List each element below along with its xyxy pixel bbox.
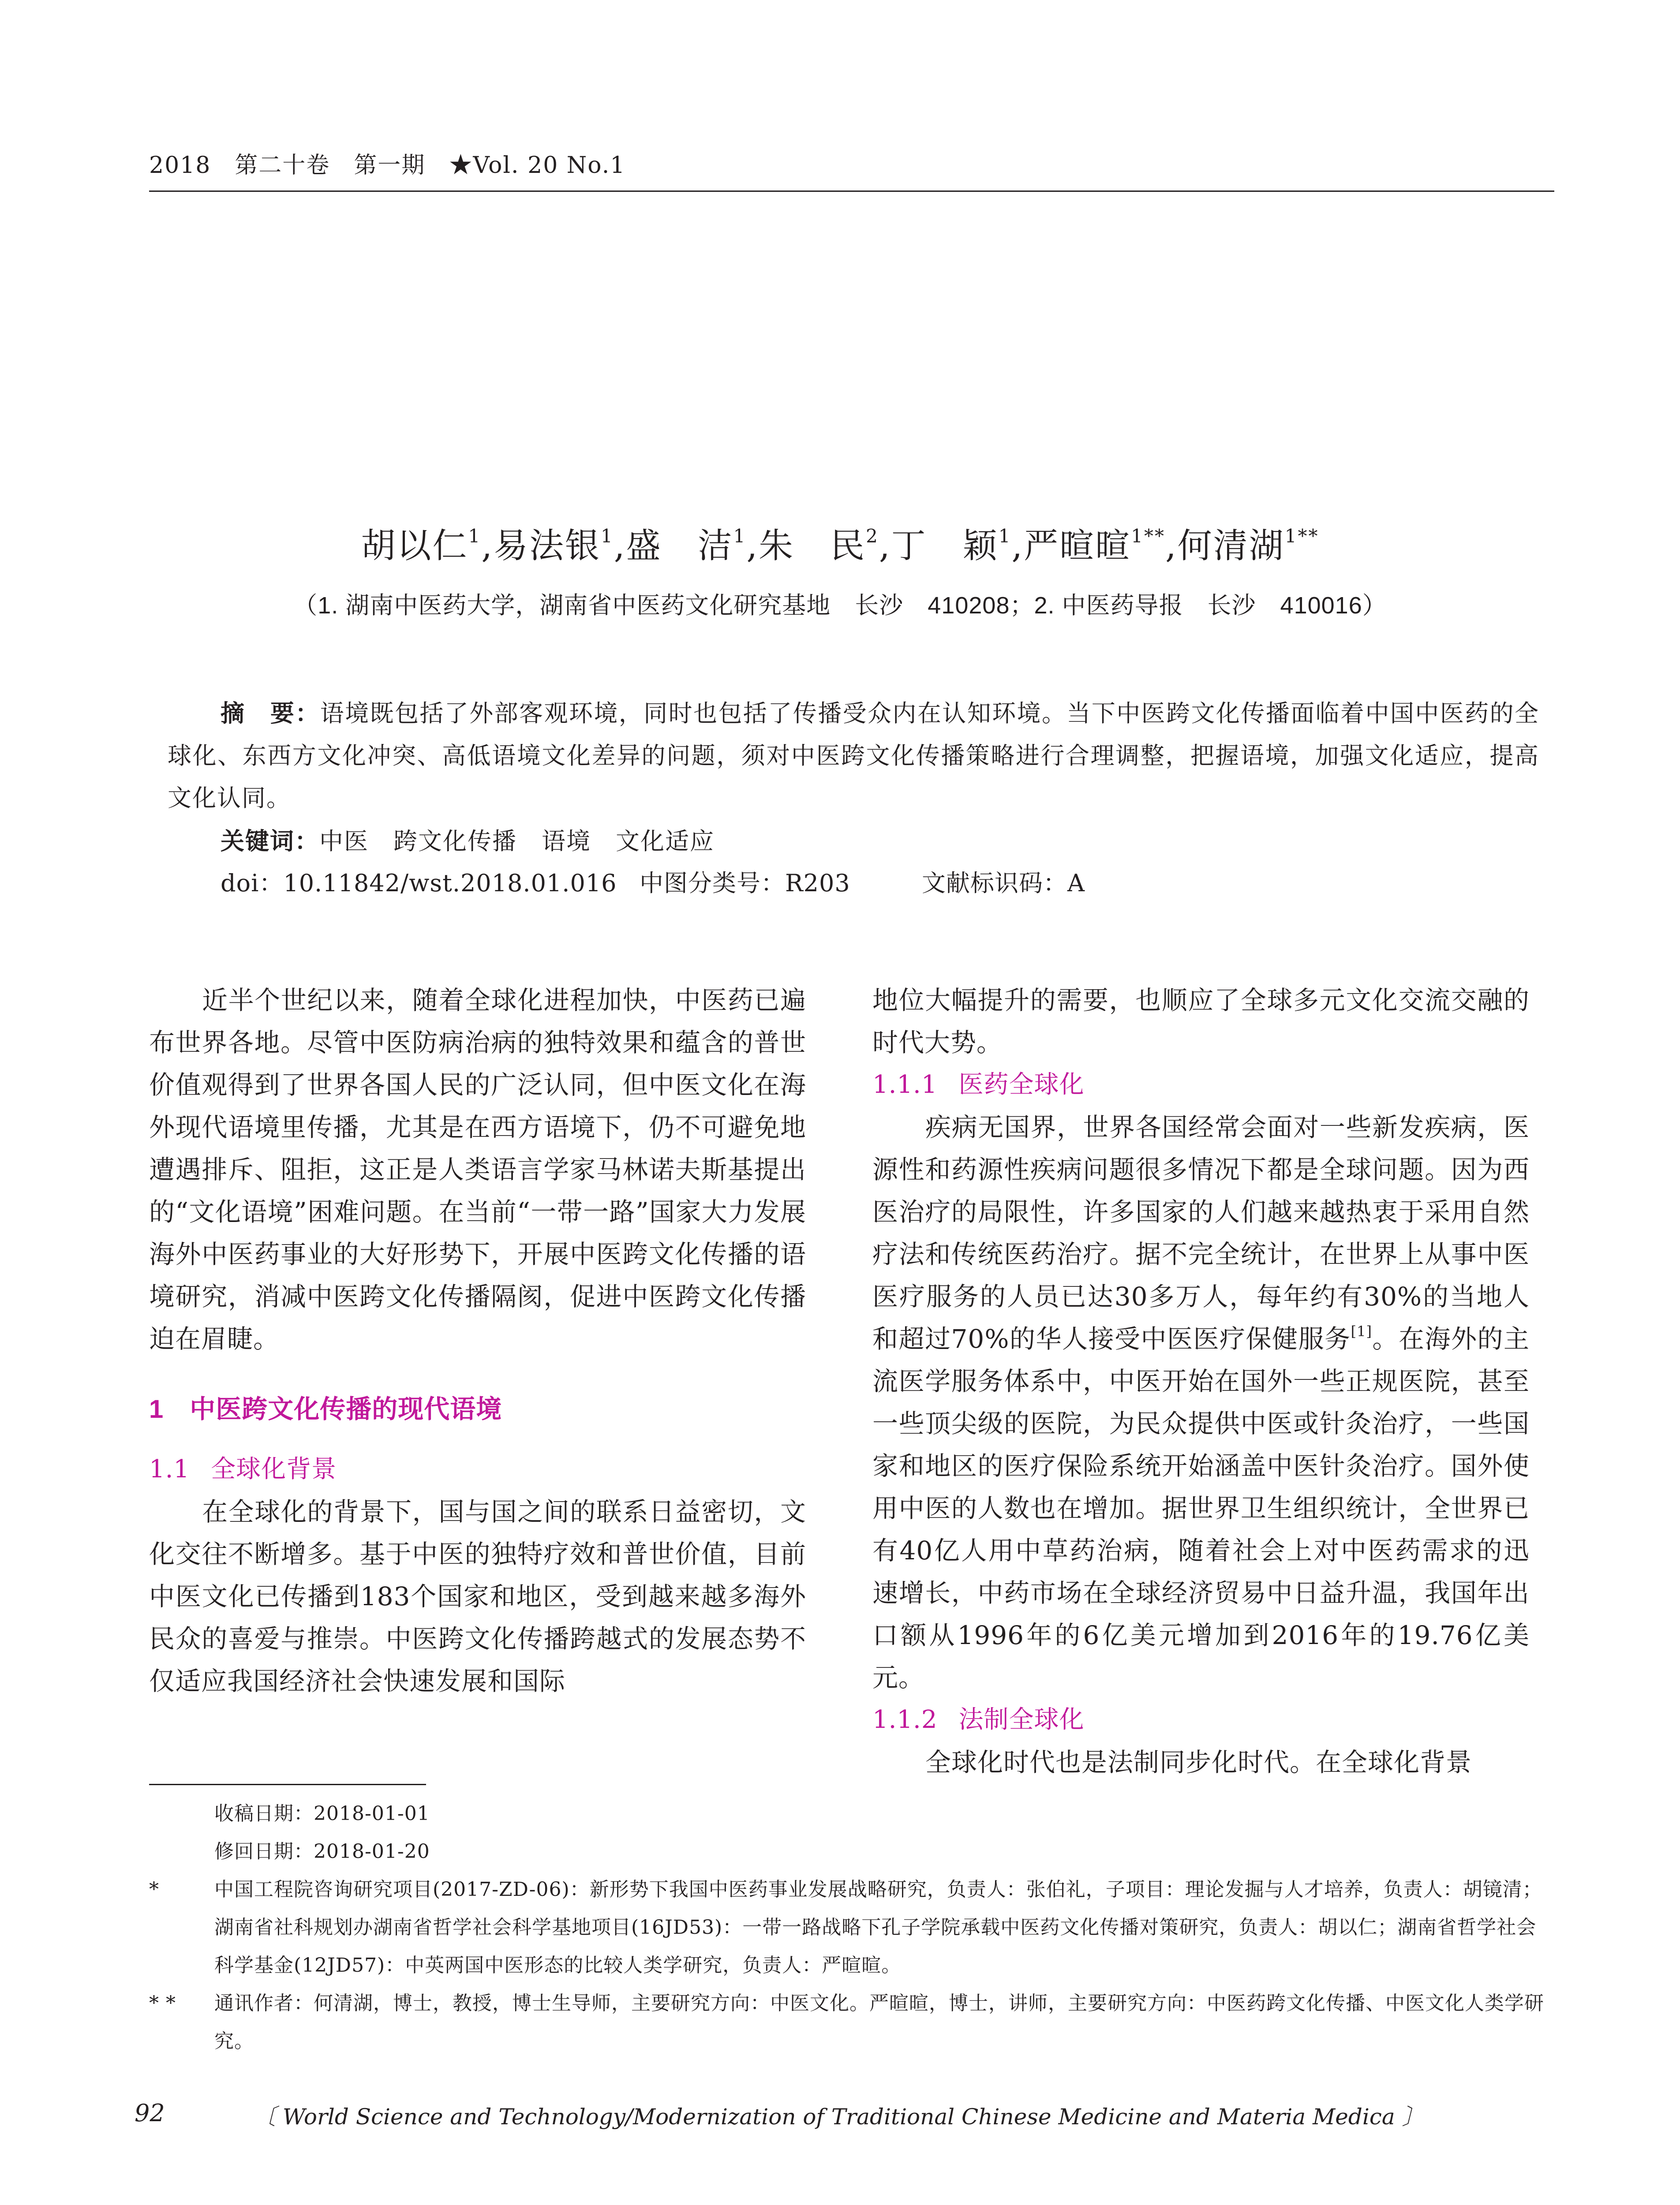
author-name: 盛 洁: [626, 526, 733, 566]
intro-paragraph: 近半个世纪以来，随着全球化进程加快，中医药已遍布世界各地。尽管中医防病治病的独特效果和蕴含的普世价值观得到了世界各国人民的广泛认同，但中医文化在海外现代语境里传播，尤其是在西方语境下，仍不可避免地遭遇排斥、阻拒，这正是人类语言学家马林诺夫斯基提出的“文化语境”困难问题。在当前“一带一路”国家大力发展海外中医药事业的大好形势下，开展中医跨文化传播的语境研究，消减中医跨文化传播隔阂，促进中医跨文化传播迫在眉睫。: [149, 985, 806, 1354]
author-list: 胡以仁$^1$,易法银$^1$,盛 洁$^1$,朱 民$^2$,丁 颖$^1$,严暄暄$^{1**}$,何清湖$^{1**}$: [361, 525, 1319, 566]
right-column: [872, 979, 1530, 1783]
author-name: 丁 颖: [891, 526, 999, 566]
affiliations: （1. 湖南中医药大学，湖南省中医药文化研究基地 长沙 410208；2. 中医药导报 长沙 410016）: [293, 592, 1387, 619]
author-affil-mark: 1: [468, 525, 482, 547]
author-name: 易法银: [494, 526, 601, 566]
page-number: 92: [135, 2099, 165, 2127]
document-code: 文献标识码：A: [922, 869, 1085, 897]
revised-date: 修回日期：2018-01-20: [214, 1840, 430, 1863]
subsection-heading: 1.1.1 医药全球化: [872, 1070, 1085, 1099]
abstract-label: 摘 要：: [221, 700, 320, 727]
author-name: 何清湖: [1177, 526, 1285, 566]
article-meta: [221, 864, 1085, 898]
author-affil-mark: 1**: [1131, 525, 1165, 547]
abstract: [168, 692, 1539, 819]
running-header: 2018 第二十卷 第一期 ★Vol. 20 No.1: [149, 152, 626, 179]
subsection-heading: 1.1.2 法制全球化: [872, 1705, 1085, 1734]
corresponding-author-note: * * 通讯作者：何清湖，博士，教授，博士生导师，主要研究方向：中医文化。严暄暄，博士，讲师，主要研究方向：中医药跨文化传播、中医文化人类学研究。: [149, 1992, 1544, 2052]
author-affil-mark: 1: [601, 525, 614, 547]
body-paragraph: 在全球化的背景下，国与国之间的联系日益密切，文化交往不断增多。基于中医的独特疗效和普世价值，目前中医文化已传播到183个国家和地区，受到越来越多海外民众的喜爱与推崇。中医跨文化传播跨越式的发展态势不仅适应我国经济社会快速发展和国际: [149, 1497, 806, 1696]
body-paragraph: 全球化时代也是法制同步化时代。在全球化背景: [925, 1747, 1472, 1777]
classification-number: 中图分类号：R203: [640, 869, 850, 897]
citation-ref: [1]: [1351, 1323, 1372, 1340]
author-affil-mark: 2: [866, 525, 879, 547]
funding-note: * 中国工程院咨询研究项目(2017-ZD-06)：新形势下我国中医药事业发展战略研究，负责人：张伯礼，子项目：理论发掘与人才培养，负责人：胡镜清；湖南省社科规划办湖南省哲学社会科学基地项目(16JD53)：一带一路战略下孔子学院承载中医药文化传播对策研究，负责人：胡以仁；湖南省哲学社会科学基金(12JD57)：中英两国中医形态的比较人类学研究，负责人：严暄暄。: [149, 1878, 1542, 1977]
section-heading: 1 中医跨文化传播的现代语境: [149, 1395, 502, 1424]
keywords-text: 中医 跨文化传播 语境 文化适应: [319, 827, 715, 855]
author-affil-mark: 1: [733, 525, 747, 547]
keywords-label: 关键词：: [221, 828, 319, 855]
author-affil-mark: 1: [998, 525, 1012, 547]
header-divider: [149, 191, 1554, 192]
received-date: 收稿日期：2018-01-01: [214, 1802, 430, 1825]
subsection-heading: 1.1 全球化背景: [149, 1455, 337, 1484]
author-name: 朱 民: [759, 526, 866, 566]
author-name: 严暄暄: [1024, 526, 1131, 566]
journal-name: 〔 World Science and Technology/Modernization of Traditional Chinese Medicine and Materia Medica 〕: [254, 2104, 1424, 2130]
keywords: [221, 822, 715, 856]
author-name: 胡以仁: [361, 526, 468, 566]
left-column: [149, 979, 806, 1702]
footnotes: [149, 1795, 1552, 2060]
abstract-text: 语境既包括了外部客观环境，同时也包括了传播受众内在认知环境。当下中医跨文化传播面临着中国中医药的全球化、东西方文化冲突、高低语境文化差异的问题，须对中医跨文化传播策略进行合理调整，把握语境，加强文化适应，提高文化认同。: [168, 699, 1540, 812]
body-paragraph: 地位大幅提升的需要，也顺应了全球多元文化交流交融的时代大势。: [872, 985, 1530, 1058]
doi: doi：10.11842/wst.2018.01.016: [221, 869, 617, 897]
footnote-divider: [149, 1784, 426, 1785]
author-affil-mark: 1**: [1284, 525, 1319, 547]
body-paragraph: 疾病无国界，世界各国经常会面对一些新发疾病，医源性和药源性疾病问题很多情况下都是全球问题。因为西医治疗的局限性，许多国家的人们越来越热衷于采用自然疗法和传统医药治疗。据不完全统计，在世界上从事中医医疗服务的人员已达30多万人，每年约有30%的当地人和超过70%的华人接受中医医疗保健服务[1]。在海外的主流医学服务体系中，中医开始在国外一些正规医院，甚至一些顶尖级的医院，为民众提供中医或针灸治疗，一些国家和地区的医疗保险系统开始涵盖中医针灸治疗。国外使用中医的人数也在增加。据世界卫生组织统计，全世界已有40亿人用中草药治病，随着社会上对中医药需求的迅速增长，中药市场在全球经济贸易中日益升温，我国年出口额从1996年的6亿美元增加到2016年的19.76亿美元。: [872, 1112, 1530, 1693]
